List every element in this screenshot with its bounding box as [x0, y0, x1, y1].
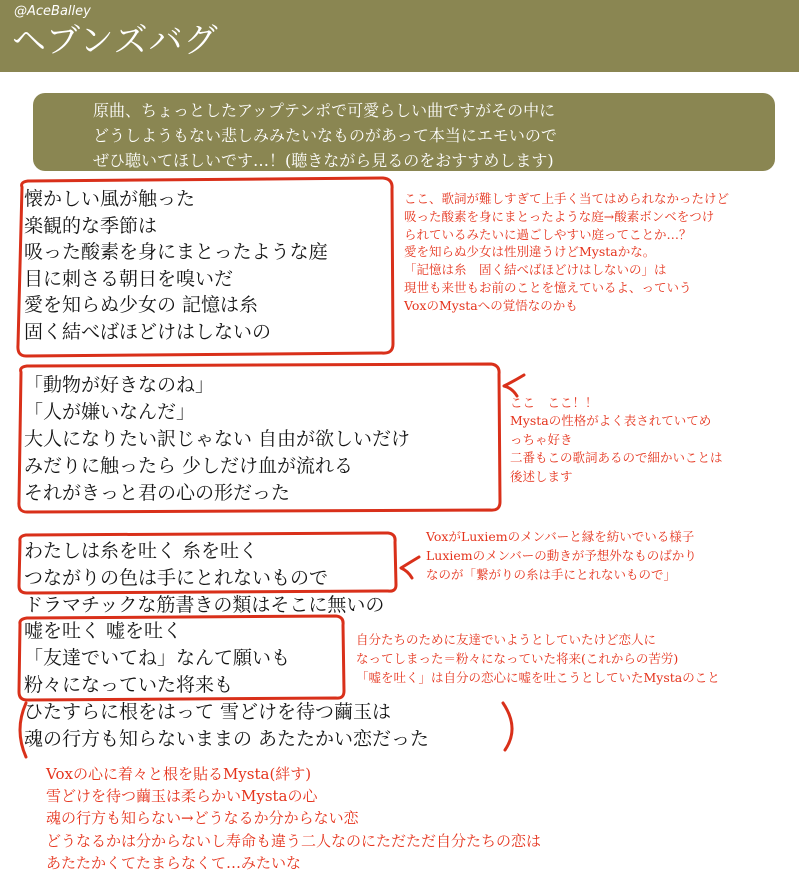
annotation-line: 魂の行方も知らない→どうなるか分からない恋: [46, 809, 359, 828]
annotation-line: 「記憶は糸 固く結べばほどけはしないの」は: [404, 262, 667, 278]
annotation-line: なのが「繋がりの糸は手にとれないもので」: [426, 567, 677, 582]
lyric-line: つながりの色は手にとれないもので: [24, 566, 329, 589]
arrow-to-block2: [504, 375, 524, 396]
annotation-3: [426, 527, 697, 584]
annotation-2: [510, 394, 723, 486]
lyrics-block-2: [24, 372, 410, 507]
lyric-line: それがきっと君の心の形だった: [24, 482, 291, 504]
lyric-line: 楽観的な季節は: [24, 214, 158, 237]
annotation-line: Voxの心に着々と根を貼るMysta(絆す): [46, 765, 312, 783]
annotation-4: [356, 630, 720, 687]
lyric-line: みだりに触ったら 少しだけ血が流れる: [24, 455, 354, 477]
intro-line: 原曲、ちょっとしたアップテンポで可愛らしい曲ですがその中に: [93, 101, 556, 120]
lyric-line: 目に刺さる朝日を嗅いだ: [24, 267, 234, 290]
annotation-line: ここ ここ！！: [510, 395, 598, 410]
author-handle: @AceBalley: [14, 4, 91, 19]
lyric-line: 「人が嫌いなんだ」: [24, 401, 196, 423]
lyric-line: 「友達でいてね」なんて願いも: [24, 647, 291, 670]
lyric-line: わたしは糸を吐く 糸を吐く: [24, 540, 259, 562]
lyrics-block-1: [24, 186, 328, 345]
annotation-line: 二番もこの歌詞あるので細かいことは: [510, 450, 723, 466]
annotation-line: Mystaの性格がよく表されていてめ: [510, 413, 712, 429]
annotation-line: Luxiemのメンバーの動きが予想外なものばかり: [426, 548, 697, 563]
lyric-line: ひたすらに根をはって 雪どけを待つ繭玉は: [24, 700, 392, 723]
lyric-bracket-right: [503, 703, 512, 750]
annotation-line: 後述します: [510, 468, 573, 484]
annotation-line: っちゃ好き: [510, 431, 573, 447]
annotation-line: あたたかくてたまらなくて…みたいな: [46, 853, 302, 872]
lyric-line: 「動物が好きなのね」: [24, 374, 215, 396]
annotation-line: 「嘘を吐く」は自分の恋心に嘘を吐こうとしていたMystaのこと: [356, 670, 720, 685]
annotation-line: なってしまった＝粉々になっていた将来(これからの苦労): [356, 651, 679, 666]
annotation-line: VoxのMystaへの覚悟なのかも: [404, 297, 578, 313]
annotation-line: 現世も来世もお前のことを憶えているよ、っていう: [404, 279, 692, 295]
annotation-line: られているみたいに過ごしやすい庭ってことか…？: [404, 226, 692, 242]
annotation-line: 雪どけを待つ繭玉は柔らかいMystaの心: [46, 787, 318, 806]
lyric-line: 魂の行方も知らないままの あたたかい恋だった: [24, 727, 430, 750]
lyric-line: 吸った酸素を身にまとったような庭: [24, 241, 328, 263]
intro-line: どうしようもない悲しみみたいなものがあって本当にエモいので: [93, 126, 557, 145]
song-title: ヘブンズバグ: [12, 21, 219, 61]
intro-line: ぜひ聴いてほしいです…！(聴きながら見るのをおすすめします): [93, 151, 554, 170]
annotation-line: どうなるかは分からないし寿命も違う二人なのにただただ自分たちの恋は: [46, 831, 542, 850]
lyric-line: ドラマチックな筋書きの類はそこに無いの: [24, 593, 385, 616]
annotation-line: 愛を知らぬ少女は性別違うけどMystaかな。: [404, 244, 656, 260]
lyric-line: 粉々になっていた将来も: [24, 673, 234, 696]
annotation-1: [404, 190, 729, 315]
lyric-line: 大人になりたい訳じゃない 自由が欲しいだけ: [24, 428, 411, 450]
lyric-line: 固く結べばほどけはしないの: [24, 320, 272, 343]
annotation-line: 吸った酸素を身にまとったような庭→酸素ボンベをつけ: [404, 208, 715, 224]
annotation-5: [46, 763, 541, 874]
annotation-line: 自分たちのために友達でいようとしていたけど恋人に: [356, 632, 657, 647]
lyric-line: 愛を知らぬ少女の 記憶は糸: [24, 294, 259, 316]
lyric-line: 懐かしい風が触った: [24, 188, 196, 210]
lyric-line: 嘘を吐く 嘘を吐く: [24, 620, 183, 643]
annotation-line: ここ、歌詞が難しすぎて上手く当てはめられなかったけど: [404, 191, 730, 206]
annotation-line: VoxがLuxiemのメンバーと縁を紡いでいる様子: [426, 529, 695, 544]
